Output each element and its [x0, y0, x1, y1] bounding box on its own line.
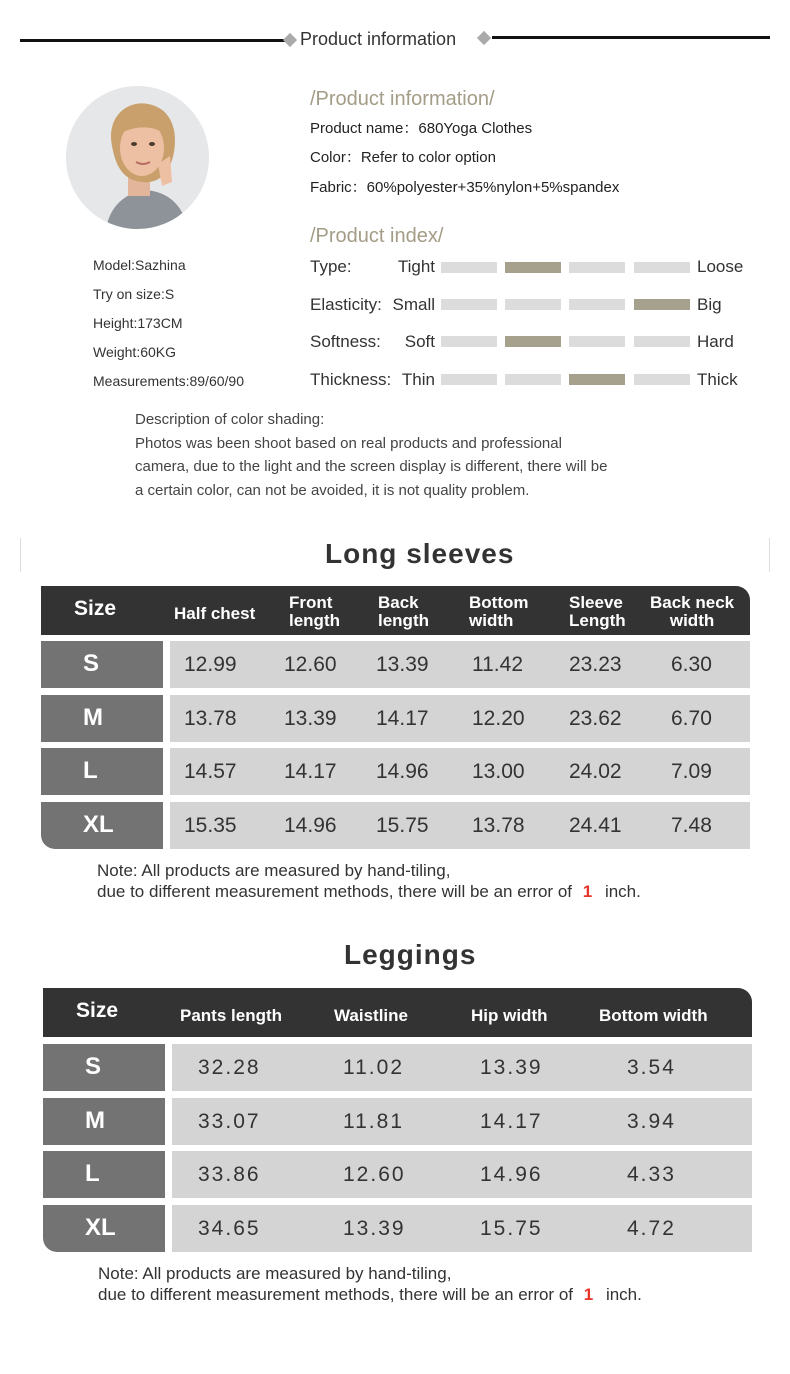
- diamond-icon: [477, 31, 491, 45]
- index-low-type: Tight: [397, 257, 435, 276]
- description-line: Photos was been shoot based on real products and professional: [135, 435, 562, 452]
- index-label-type: Type:: [310, 257, 352, 276]
- table-cell: 14.96: [284, 813, 337, 837]
- note-unit: inch.: [605, 1285, 642, 1304]
- index-low-softness: Soft: [404, 332, 435, 351]
- table-cell: 7.09: [671, 760, 712, 783]
- col-half-chest: Half chest: [174, 604, 256, 623]
- index-high-elasticity: Big: [697, 295, 722, 314]
- leggings-note-line2: [98, 1285, 642, 1305]
- table-cell: 14.17: [284, 760, 337, 783]
- col-hip-width: Hip width: [471, 1006, 548, 1025]
- index-bar-segment: [569, 374, 625, 385]
- size-label: XL: [85, 1213, 116, 1241]
- index-bar-segment: [505, 374, 561, 385]
- col-waistline: Waistline: [334, 1006, 408, 1025]
- table-cell: 13.39: [343, 1216, 406, 1240]
- index-bar-segment: [634, 299, 690, 310]
- table-cell: 14.96: [480, 1163, 543, 1186]
- table-cell: 11.81: [343, 1109, 404, 1133]
- table-cell: 12.60: [284, 653, 337, 676]
- index-bar-segment: [634, 336, 690, 347]
- diamond-icon: [283, 33, 297, 47]
- product-info-title: /Product information/: [310, 88, 495, 110]
- description-line: camera, due to the light and the screen display is different, there will be: [135, 458, 608, 475]
- long-sleeves-header: [41, 586, 750, 635]
- table-cell: 13.39: [376, 653, 429, 676]
- size-cell: [41, 748, 163, 795]
- table-cell: 13.39: [284, 706, 337, 730]
- size-label: M: [85, 1106, 105, 1134]
- table-row: [170, 695, 750, 742]
- col-pants-length: Pants length: [180, 1006, 283, 1025]
- table-cell: 23.62: [569, 706, 622, 730]
- leggings-title: Leggings: [344, 939, 477, 970]
- long-sleeves-note-line2: [97, 882, 641, 902]
- size-label: S: [83, 650, 100, 677]
- table-cell: 13.00: [472, 760, 525, 783]
- table-cell: 6.70: [671, 706, 712, 730]
- table-cell: 15.35: [184, 813, 237, 837]
- index-label-softness: Softness:: [310, 332, 381, 351]
- table-cell: 34.65: [198, 1216, 261, 1240]
- divider: [769, 538, 770, 572]
- index-bar-segment: [634, 374, 690, 385]
- size-cell: [41, 695, 163, 742]
- description-line: a certain color, can not be avoided, it is not quality problem.: [135, 482, 530, 499]
- description-heading: Description of color shading:: [135, 411, 325, 428]
- table-row: [172, 1205, 752, 1252]
- table-row: [172, 1098, 752, 1145]
- index-low-thickness: Thin: [401, 370, 435, 389]
- index-label-elasticity: Elasticity:: [310, 295, 382, 314]
- size-label: XL: [83, 810, 114, 838]
- col-size: Size: [74, 597, 117, 620]
- table-cell: 15.75: [480, 1216, 543, 1240]
- index-high-type: Loose: [697, 257, 744, 276]
- size-cell: [43, 1098, 165, 1145]
- col-sleeve-length: Sleeve Length: [569, 593, 626, 630]
- size-cell: [43, 1044, 165, 1091]
- table-row: [170, 802, 750, 849]
- note-error-value: 1: [582, 882, 593, 901]
- product-index-title: /Product index/: [310, 225, 444, 247]
- col-size: Size: [76, 999, 119, 1022]
- model-height: Height:173CM: [93, 315, 183, 331]
- index-low-elasticity: Small: [392, 295, 435, 314]
- size-cell: [41, 802, 163, 849]
- index-bar-segment: [569, 299, 625, 310]
- model-avatar: [66, 86, 209, 229]
- index-bar-segment: [441, 336, 497, 347]
- table-cell: 12.20: [472, 706, 525, 730]
- model-name: Model:Sazhina: [93, 257, 186, 273]
- product-name: Product name：680Yoga Clothes: [310, 120, 533, 137]
- table-cell: 3.94: [627, 1109, 676, 1133]
- header-rule-left: [20, 39, 285, 42]
- table-cell: 6.30: [671, 653, 712, 676]
- index-bar-segment: [505, 299, 561, 310]
- note-error-value: 1: [583, 1285, 594, 1304]
- size-cell: [43, 1205, 165, 1252]
- long-sleeves-title: Long sleeves: [325, 538, 515, 569]
- model-weight: Weight:60KG: [93, 344, 177, 360]
- table-cell: 23.23: [569, 653, 622, 676]
- index-bar-segment: [505, 336, 561, 347]
- index-bar-segment: [441, 299, 497, 310]
- table-cell: 14.17: [480, 1109, 543, 1133]
- page-title: Product information: [300, 29, 457, 49]
- index-bar-segment: [569, 336, 625, 347]
- model-size: Try on size:S: [93, 286, 175, 302]
- table-cell: 12.99: [184, 653, 237, 676]
- table-cell: 24.02: [569, 760, 622, 783]
- table-cell: 11.42: [472, 653, 523, 676]
- col-back-length: Back length: [378, 593, 429, 630]
- size-cell: [41, 641, 163, 688]
- table-cell: 14.57: [184, 760, 237, 783]
- header-rule-right: [492, 36, 770, 39]
- index-high-thickness: Thick: [697, 370, 738, 389]
- note-unit: inch.: [604, 882, 641, 901]
- table-cell: 24.41: [569, 813, 622, 837]
- index-bar-segment: [505, 262, 561, 273]
- col-bottom-width: Bottom width: [599, 1006, 708, 1025]
- index-high-softness: Hard: [697, 332, 734, 351]
- note-text: due to different measurement methods, there will be an error of: [97, 882, 572, 901]
- size-cell: [43, 1151, 165, 1198]
- table-row: [170, 748, 750, 795]
- table-cell: 13.78: [184, 706, 237, 730]
- index-bar-segment: [634, 262, 690, 273]
- table-cell: 13.39: [480, 1056, 543, 1079]
- col-bottom-width: Bottom width: [469, 593, 529, 630]
- long-sleeves-note: Note: All products are measured by hand-tiling,: [97, 861, 451, 880]
- product-color: Color：Refer to color option: [310, 149, 496, 166]
- divider: [20, 538, 21, 572]
- table-cell: 32.28: [198, 1056, 261, 1079]
- table-cell: 14.17: [376, 706, 429, 730]
- table-cell: 33.86: [198, 1163, 261, 1186]
- index-bar-segment: [569, 262, 625, 273]
- col-back-neck-width: Back neck width: [650, 593, 735, 630]
- leggings-note: Note: All products are measured by hand-tiling,: [98, 1264, 452, 1283]
- table-cell: 33.07: [198, 1109, 261, 1133]
- table-cell: 3.54: [627, 1056, 676, 1079]
- size-label: S: [85, 1053, 102, 1080]
- table-cell: 13.78: [472, 813, 525, 837]
- leggings-header: [43, 988, 752, 1037]
- model-portrait-icon: [66, 86, 209, 229]
- size-label: L: [83, 757, 98, 784]
- table-row: [172, 1044, 752, 1091]
- note-text: due to different measurement methods, there will be an error of: [98, 1285, 573, 1304]
- table-row: [170, 641, 750, 688]
- size-label: M: [83, 703, 103, 731]
- index-bar-segment: [441, 374, 497, 385]
- table-row: [172, 1151, 752, 1198]
- size-label: L: [85, 1160, 100, 1187]
- table-cell: 4.33: [627, 1163, 676, 1186]
- product-fabric: Fabric：60%polyester+35%nylon+5%spandex: [310, 179, 620, 196]
- table-cell: 11.02: [343, 1056, 404, 1079]
- table-cell: 14.96: [376, 760, 429, 783]
- col-front-length: Front length: [289, 593, 340, 630]
- table-cell: 7.48: [671, 813, 712, 837]
- table-cell: 12.60: [343, 1163, 406, 1186]
- index-label-thickness: Thickness:: [310, 370, 392, 389]
- table-cell: 15.75: [376, 813, 429, 837]
- model-measurements: Measurements:89/60/90: [93, 373, 244, 389]
- table-cell: 4.72: [627, 1216, 676, 1240]
- index-bar-segment: [441, 262, 497, 273]
